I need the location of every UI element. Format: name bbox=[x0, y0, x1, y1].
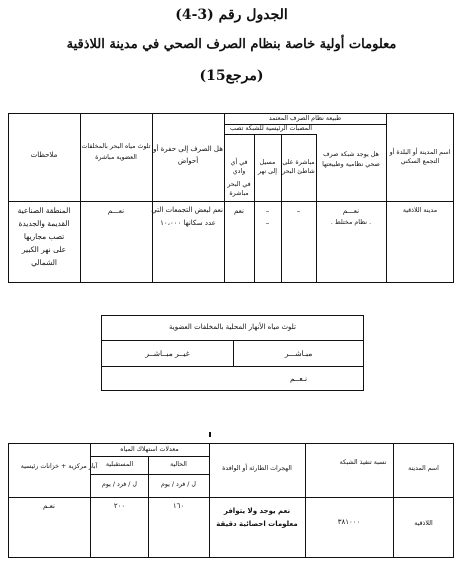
cell-migrations-line1: نعم يوجد ولا يتوافر bbox=[223, 507, 291, 515]
header-to-sea-direct: في البحر مباشرة bbox=[227, 181, 251, 198]
header-notes: ملاحظات bbox=[30, 151, 58, 159]
cell-to-valley: – bbox=[265, 219, 270, 227]
cell-coverage: ٣٨١٠٠٠ bbox=[337, 518, 361, 526]
cell-future-consumption: ٢٠٠ bbox=[113, 502, 126, 510]
table-number-title: الجدول رقم (3-4) bbox=[175, 7, 288, 23]
header-city: اسم المدينة bbox=[408, 465, 439, 472]
note-line: الشمالي bbox=[31, 258, 57, 267]
cell-to-sea-direct: نعم bbox=[234, 207, 244, 215]
cell-current-consumption: ١٦٠ bbox=[172, 502, 185, 510]
header-outlets: المصبات الرئيسية للشبكة تصب bbox=[230, 125, 312, 132]
reference-note: (مرجع15) bbox=[199, 68, 264, 84]
header-future: المستقبلية bbox=[105, 461, 134, 468]
header-sewer-system-type: طبيعة نظام الصرف المعتمد bbox=[268, 115, 342, 122]
cell-city: مدينة اللاذقية bbox=[402, 207, 438, 214]
unit-future: ل / فرد / يوم bbox=[101, 481, 138, 488]
header-sea-pollution: تلوث مياه البحر بالمخلفات العضوية مباشرة bbox=[81, 143, 151, 161]
cell-to-river: – bbox=[265, 207, 270, 215]
header-direct: مبـاشـــر bbox=[284, 349, 313, 358]
cell-migrations-line2: معلومات احصائية دقيقة bbox=[216, 520, 298, 528]
cell-wells-tanks: نعـم bbox=[42, 502, 56, 510]
header-migrations: الهجرات الطارئة أو الوافدة bbox=[222, 465, 292, 472]
header-water-consumption: معدلات استهلاك المياه bbox=[120, 446, 179, 453]
page-title: معلومات أولية خاصة بنظام الصرف الصحي في مدينة اللاذقية bbox=[66, 37, 397, 52]
note-line: المنطقة الصناعية bbox=[17, 206, 71, 215]
header-wells-tanks: آبار مركزية + خزانات رئيسية bbox=[20, 463, 98, 470]
header-to-valley: في أي وادي bbox=[230, 159, 248, 176]
note-line: على نهر الكبير bbox=[21, 245, 67, 254]
cell-pits-line1: نعم لبعض التجمعات التي bbox=[151, 206, 223, 214]
cell-sea-pollution: نعـــم bbox=[107, 207, 125, 215]
note-line: تصب مجاريها bbox=[23, 232, 65, 241]
stray-mark bbox=[209, 432, 211, 437]
cell-network-yes: نعـــم bbox=[342, 207, 360, 215]
header-to-river: مسيل إلى نهر bbox=[257, 159, 278, 176]
cell-river-pollution-direct: نـعــم bbox=[289, 374, 308, 383]
header-network-exists: هل يوجد شبكة صرف صحي نظامية وطبيعتها bbox=[322, 151, 380, 168]
header-pits: هل الصرف إلى حفرة أو أحواض bbox=[153, 145, 223, 165]
header-indirect: غيــر مبــاشــر bbox=[145, 349, 190, 358]
header-river-pollution: تلوث مياه الأنهار المحلية بالمخلفات العضوية bbox=[169, 323, 296, 331]
cell-pits-line2: عدد سكانها ١٠،٠٠٠ bbox=[160, 219, 216, 227]
cell-city-latakia: اللاذقية bbox=[414, 520, 433, 527]
cell-network-type: . نظام مختلط . bbox=[330, 219, 372, 226]
header-to-sea-beach: مباشرة على شاطئ البحر bbox=[282, 159, 315, 176]
header-network-coverage: نسبة تنفيذ الشبكة bbox=[339, 459, 387, 466]
cell-to-sea-beach: – bbox=[296, 207, 301, 215]
header-current: الحالية bbox=[170, 461, 187, 468]
header-city-name: اسم المدينة أو البلدة أو التجمع السكني bbox=[389, 149, 451, 166]
unit-current: ل / فرد / يوم bbox=[160, 481, 197, 488]
note-line: القديمة والجديدة bbox=[18, 219, 70, 228]
